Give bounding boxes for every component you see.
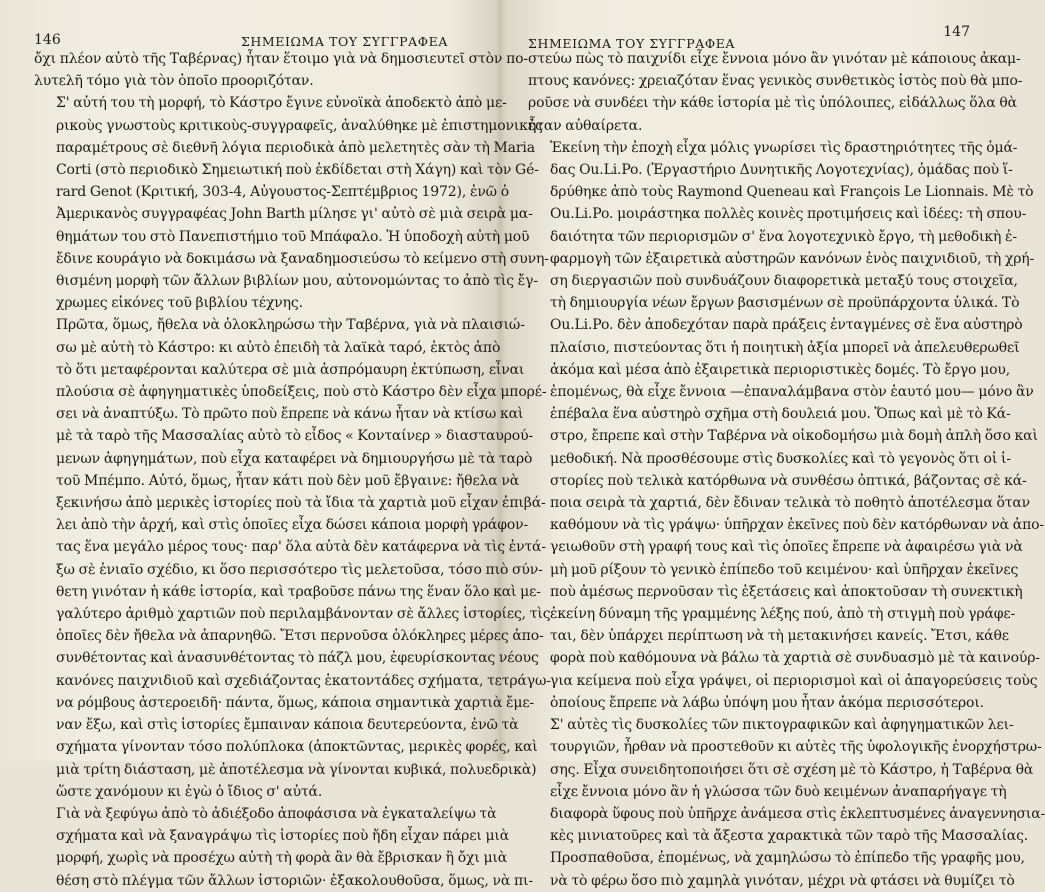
text-line: Γιὰ νὰ ξεφύγω ἀπὸ τὸ ἀδιέξοδο ἀποφάσισα νὰ ἐγκαταλείψω τὰ [56, 805, 497, 822]
text-line: δρύθηκε ἀπὸ τοὺς Raymond Queneau καὶ François Le Lionnais. Μὲ τὸ [550, 184, 1034, 201]
text-line: Ἐκείνη τὴν ἐποχὴ εἶχα μόλις γνωρίσει τὶς δραστηριότητες τῆς ὁμά- [550, 139, 1018, 156]
text-line: μενων ἀφηγημάτων, ποὺ εἶχα καταφέρει νὰ δημιουργήσω μὲ τὰ ταρὸ [56, 450, 533, 467]
text-line: ἐπομένως, θὰ εἶχε ἔννοια —ἐπαναλάμβανα στὸν ἑαυτό μου— μόνο ἂν [550, 384, 1034, 401]
paragraph [34, 803, 533, 892]
text-line: κὲς μινιατοῦρες καὶ τὰ ἄξεστα χαρακτικὰ τῶν ταρὸ τῆς Μασσαλίας. [550, 828, 1029, 845]
text-line: τὴ δημιουργία νέων ἔργων βασισμένων σὲ προϋπάρχοντα ὑλικά. Τὸ [550, 295, 1020, 312]
text-line: μεθοδική. Νὰ προσθέσουμε στὶς δυσκολίες καὶ τὸ γεγονὸς ὅτι οἱ ἱ- [550, 450, 1011, 467]
text-line: σχήματα καὶ νὰ ξαναγράψω τὶς ἱστορίες ποὺ ἤδη εἶχαν πάρει μιὰ [56, 828, 510, 845]
right-page [500, 0, 1045, 889]
text-line: παραμέτρους σὲ διεθνῆ λόγια περιοδικὰ ἀπὸ μελετητὲς σὰν τὴ Maria [56, 139, 535, 156]
text-line: ρικοὺς γνωστοὺς κριτικοὺς-συγγραφεῖς, ἀναλύθηκε μὲ ἐπιστημονικὲς [56, 117, 543, 134]
text-line: γαλύτερο ἀριθμὸ χαρτιῶν ποὺ περιλαμβάνονταν σὲ ἄλλες ἱστορίες, τὶς [56, 606, 551, 623]
text-line: τουργιῶν, ἦρθαν νὰ προστεθοῦν κι αὐτὲς τῆς ὑφολογικῆς ἐνορχήστρω- [550, 739, 1042, 756]
text-line: Προσπαθοῦσα, ἐπομένως, νὰ χαμηλώσω τὸ ἐπίπεδο τῆς γραφῆς μου, [550, 850, 1025, 867]
text-line: rard Genot (Κριτική, 303-4, Αὐγουστος-Σεπτέμβριος 1972), ἐνῶ ὁ [56, 184, 510, 201]
text-line: ἦταν αὐθαίρετα. [528, 117, 643, 134]
text-line: μὲ τὰ ταρὸ τῆς Μασσαλίας αὐτὸ τὸ εἶδος « Κονταίνερ » διασταυρού- [56, 428, 534, 445]
text-line: ὄχι πλέον αὐτὸ τῆς Ταβέρνας) ἦταν ἕτοιμο γιὰ νὰ δημοσιευτεῖ στὸν πο- [34, 51, 528, 67]
text-line: ναν ἔξω, καὶ στὶς ἱστορίες ἔμπαιναν κάποια δευτερεύοντα, ἐνῶ τὰ [56, 717, 519, 734]
text-line: ροῦσε νὰ συνδέει τὴν κάθε ἱστορία μὲ τὶς ὑπόλοιπες, εἰδάλλως ὅλα θὰ [528, 95, 1017, 112]
text-line: πτους κανόνες: χρειαζόταν ἕνας γενικὸς συνθετικὸς ἱστὸς ποὺ θὰ μπο- [528, 73, 1023, 90]
paragraph [34, 48, 528, 92]
text-line: λει ἀπὸ τὴν ἀρχή, καὶ στὶς ὁποῖες εἶχα δώσει κάποια μορφὴ γράφον- [56, 517, 529, 534]
text-line: ξεκινήσω ἀπὸ μερικὲς ἱστορίες ποὺ τὰ ἴδια τὰ χαρτιὰ μοῦ εἶχαν ἐπιβά- [56, 495, 546, 512]
left-page-body [34, 48, 551, 892]
text-line: Σ' αὐτὲς τὶς δυσκολίες τῶν πικτογραφικῶν καὶ ἀφηγηματικῶν λει- [550, 717, 1014, 734]
text-line: ἐπέβαλα ἕνα αὐστηρὸ σχῆμα στὴ δουλειά μου. Ὅπως καὶ μὲ τὸ Κά- [550, 406, 1011, 423]
text-line: μορφή, χωρὶς νὰ προσέχω αὐτὴ τὴ φορὰ ἂν θὰ ἔβρισκαν ἢ ὄχι μιὰ [56, 850, 508, 867]
text-line: Ou.Li.Po. μοιράστηκα πολλὲς κοινὲς προτιμήσεις καὶ ἰδέες: τὴ σπου- [550, 206, 1027, 223]
paragraph [34, 314, 551, 802]
text-line: ἔδινε κουράγιο νὰ δοκιμάσω νὰ ξαναδημοσιεύσω τὸ κείμενο στὴ συνη- [56, 250, 549, 267]
paragraph [34, 92, 549, 314]
text-line: θημάτων του στὸ Πανεπιστήμιο τοῦ Μπάφαλο. Ἡ ὑποδοχὴ αὐτὴ μοῦ [56, 228, 530, 245]
text-line: θισμένη μορφὴ τῶν ἄλλων βιβλίων μου, αὐτονομώντας το ἀπὸ τὶς ἔγ- [56, 273, 538, 290]
text-line: μὴ μοῦ ρίξουν τὸ γενικὸ ἐπίπεδο τοῦ κειμένου· καὶ ὑπῆρχαν ἐκεῖνες [550, 561, 1019, 578]
text-line: νὰ τὸ φέρω ὅσο πιὸ χαμηλὰ γινόταν, μέχρι νὰ φτάσει νὰ θυμίζει τὸ [550, 872, 1015, 889]
paragraph [528, 714, 1045, 892]
text-line: Πρῶτα, ὅμως, ἤθελα νὰ ὁλοκληρώσω τὴν Ταβέρνα, γιὰ νὰ πλαισιώ- [56, 317, 525, 334]
text-line: ξω σὲ ἑνιαῖο σχέδιο, κι ὅσο περισσότερο τὶς μελετοῦσα, τόσο πιὸ σύν- [56, 561, 543, 578]
right-page-body [528, 48, 1045, 892]
text-line: τὸ ὅτι μεταφέρονται καλύτερα σὲ μιὰ ἀσπρόμαυρη ἐκτύπωση, εἶναι [56, 361, 525, 378]
text-line: στεύω πὼς τὸ παιχνίδι εἶχε ἔννοια μόνο ἂν γινόταν μὲ κάποιους ἀκαμ- [528, 51, 1021, 67]
text-line: ται, δὲν ὑπάρχει περίπτωση νὰ τὴ μετακινήσει κανείς. Ἔτσι, κάθε [550, 628, 1009, 645]
text-line: φορὰ ποὺ καθόμουνα νὰ βάλω τὰ χαρτιὰ σὲ συνδυασμὸ μὲ τὰ καινούρ- [550, 650, 1040, 667]
text-line: ση διεργασιῶν ποὺ συνδυάζουν διαφορετικὰ μεταξύ τους στοιχεῖα, [550, 273, 1018, 290]
text-line: δαιότητα τῶν περιορισμῶν σ' ἕνα λογοτεχνικὸ ἔργο, τὴ μεθοδικὴ ἐ- [550, 228, 1017, 245]
page-number: 147 [943, 24, 970, 40]
text-line: να ρόμβους ἀστεροειδῆ· πάντα, ὅμως, κάποια σημαντικὰ χαρτιὰ ἔμε- [56, 694, 534, 711]
text-line: λυτελῆ τόμο γιὰ τὸν ὁποῖο προοριζόταν. [34, 73, 314, 90]
text-line: χρωμες εἰκόνες τοῦ βιβλίου τέχνης. [56, 295, 303, 312]
right-page-header [528, 18, 970, 51]
text-line: θετη γινόταν ἡ κάθε ἱστορία, καὶ τραβοῦσε πάνω της ἕναν ὅλο καὶ με- [56, 583, 541, 600]
running-head: ΣΗΜΕΙΩΜΑ ΤΟΥ ΣΥΓΓΡΑΦΕΑ [240, 34, 448, 49]
text-line: σχήματα γίνονταν τόσο πολύπλοκα (ἀποκτῶντας, μερικὲς φορές, καὶ [56, 739, 538, 756]
text-line: μιὰ τρίτη διάσταση, μὲ ἀποτέλεσμα νὰ γίνονται κυβικά, πολυεδρικὰ) [56, 761, 537, 778]
text-line: Ou.Li.Po. δὲν ἀποδεχόταν παρὰ πράξεις ἐνταγμένες σὲ ἕνα αὐστηρὸ [550, 317, 1023, 334]
text-line: συνθέτοντας καὶ ἀνασυνθέτοντας τὸ πάζλ μου, ἐφευρίσκοντας νέους [56, 650, 539, 667]
text-line: πλούσια σὲ ἀφηγηματικὲς ὑποδείξεις, ποὺ στὸ Κάστρο δὲν εἶχα μπορέ- [56, 384, 547, 401]
text-line: δας Ou.Li.Po. (Ἐργαστήριο Δυνητικῆς Λογοτεχνίας), ὁμάδας ποὺ ἵ- [550, 162, 1013, 179]
text-line: γειωθοῦν στὴ γραφή τους καὶ τὶς ὁποῖες ἔπρεπε νὰ ἀφαιρέσω γιὰ νὰ [550, 539, 1023, 556]
text-line: ὁποίους ἔπρεπε νὰ λάβω ὑπόψη μου ἦταν ἀκόμα περισσότεροι. [550, 694, 984, 711]
text-line: ποια σειρὰ τὰ χαρτιά, δὲν ἔδιναν τελικὰ τὸ ποθητὸ ἀποτέλεσμα ὅταν [550, 495, 1030, 512]
text-line: Σ' αὐτή του τὴ μορφή, τὸ Κάστρο ἔγινε εὐνοϊκὰ ἀποδεκτὸ ἀπὸ με- [56, 95, 507, 112]
page-number: 146 [34, 32, 61, 48]
text-line: φαρμογὴ τῶν ἐξαιρετικὰ αὐστηρῶν κανόνων ἑνὸς παιχνιδιοῦ, τὴ χρή- [550, 250, 1035, 267]
text-line: κανόνες παιχνιδιοῦ καὶ σχεδιάζοντας ἑκατοντάδες σχήματα, τετράγω- [56, 672, 551, 689]
running-head: ΣΗΜΕΙΩΜΑ ΤΟΥ ΣΥΓΓΡΑΦΕΑ [528, 36, 736, 51]
text-line: ὁποῖες δὲν ἤθελα νὰ ἀπαρνηθῶ. Ἔτσι περνοῦσα ὁλόκληρες μέρες ἀπο- [56, 628, 544, 645]
paragraph [528, 48, 1023, 137]
text-line: ποὺ ἀμέσως περνοῦσαν τὶς ἐξετάσεις καὶ ἀποκτοῦσαν τὴ συνεκτικὴ [550, 583, 1023, 600]
text-line: σης. Εἶχα συνειδητοποιήσει ὅτι σὲ σχέση μὲ τὸ Κάστρο, ἡ Ταβέρνα θὰ [550, 761, 1034, 778]
text-line: για κείμενα ποὺ εἶχα γράψει, οἱ περιορισμοὶ καὶ οἱ ἀπαγορεύσεις τοὺς [550, 672, 1038, 689]
text-line: τας ἕνα μεγάλο μέρος τους· παρ' ὅλα αὐτὰ δὲν κατάφερνα νὰ τὶς ἐντά- [56, 539, 546, 556]
text-line: Corti (στὸ περιοδικὸ Σημειωτική ποὺ ἐκδίδεται στὴ Χάγη) καὶ τὸν Gé- [56, 162, 539, 179]
text-line: τοῦ Μπέμπο. Αὐτό, ὅμως, ἦταν κάτι ποὺ δὲν μοῦ ἔβγαινε: ἤθελα νὰ [56, 472, 520, 489]
text-line: καθόμουν νὰ τὶς γράψω· ὑπῆρχαν ἐκεῖνες ποὺ δὲν κατόρθωναν νὰ ἀπο- [550, 517, 1044, 534]
text-line: ἐκείνη δύναμη τῆς γραμμένης λέξης πού, ἀπὸ τὴ στιγμὴ ποὺ γράφε- [550, 606, 1016, 623]
text-line: πλαίσιο, πιστεύοντας ὅτι ἡ ποιητικὴ ἀξία μπορεῖ νὰ ἀπελευθερωθεῖ [550, 339, 1020, 356]
text-line: στορίες ποὺ τελικὰ κατόρθωνα νὰ συνθέσω ὀπτικά, βάζοντας σὲ κά- [550, 472, 1027, 489]
text-line: Ἀμερικανὸς συγγραφέας John Barth μίλησε γι' αὐτὸ σὲ μιὰ σειρὰ μα- [56, 206, 533, 223]
text-line: διαφορὰ ὕφους ποὺ ὑπῆρχε ἀνάμεσα στὶς ἐκλεπτυσμένες ἀναγεννησια- [550, 805, 1045, 822]
paragraph [528, 137, 1044, 714]
text-line: σει νὰ ἀναπτύξω. Τὸ πρῶτο ποὺ ἔπρεπε νὰ κάνω ἦταν νὰ κτίσω καὶ [56, 406, 524, 423]
text-line: σω μὲ αὐτὴ τὸ Κάστρο: κι αὐτὸ ἐπειδὴ τὰ λαϊκὰ ταρό, ἐκτὸς ἀπὸ [56, 339, 501, 356]
text-line: ἀκόμα καὶ μέσα ἀπὸ ἐξαιρετικὰ περιοριστικὲς δομές. Τὸ ἔργο μου, [550, 361, 1011, 378]
text-line: στρο, ἔπρεπε καὶ στὴν Ταβέρνα νὰ οἰκοδομήσω μιὰ δομὴ ἁπλὴ ὅσο καὶ [550, 428, 1038, 445]
text-line: ὥστε χανόμουν κι ἐγὼ ὁ ἴδιος σ' αὐτά. [56, 783, 323, 800]
text-line: θέση στὸ πλέγμα τῶν ἄλλων ἱστοριῶν· ἐξακολουθοῦσα, ὅμως, νὰ πι- [56, 872, 533, 889]
text-line: εἶχε ἔννοια μόνο ἂν ἡ γλώσσα τῶν δυὸ κειμένων ἀναπαρήγαγε τὴ [550, 783, 1007, 800]
left-page-header [34, 18, 476, 48]
